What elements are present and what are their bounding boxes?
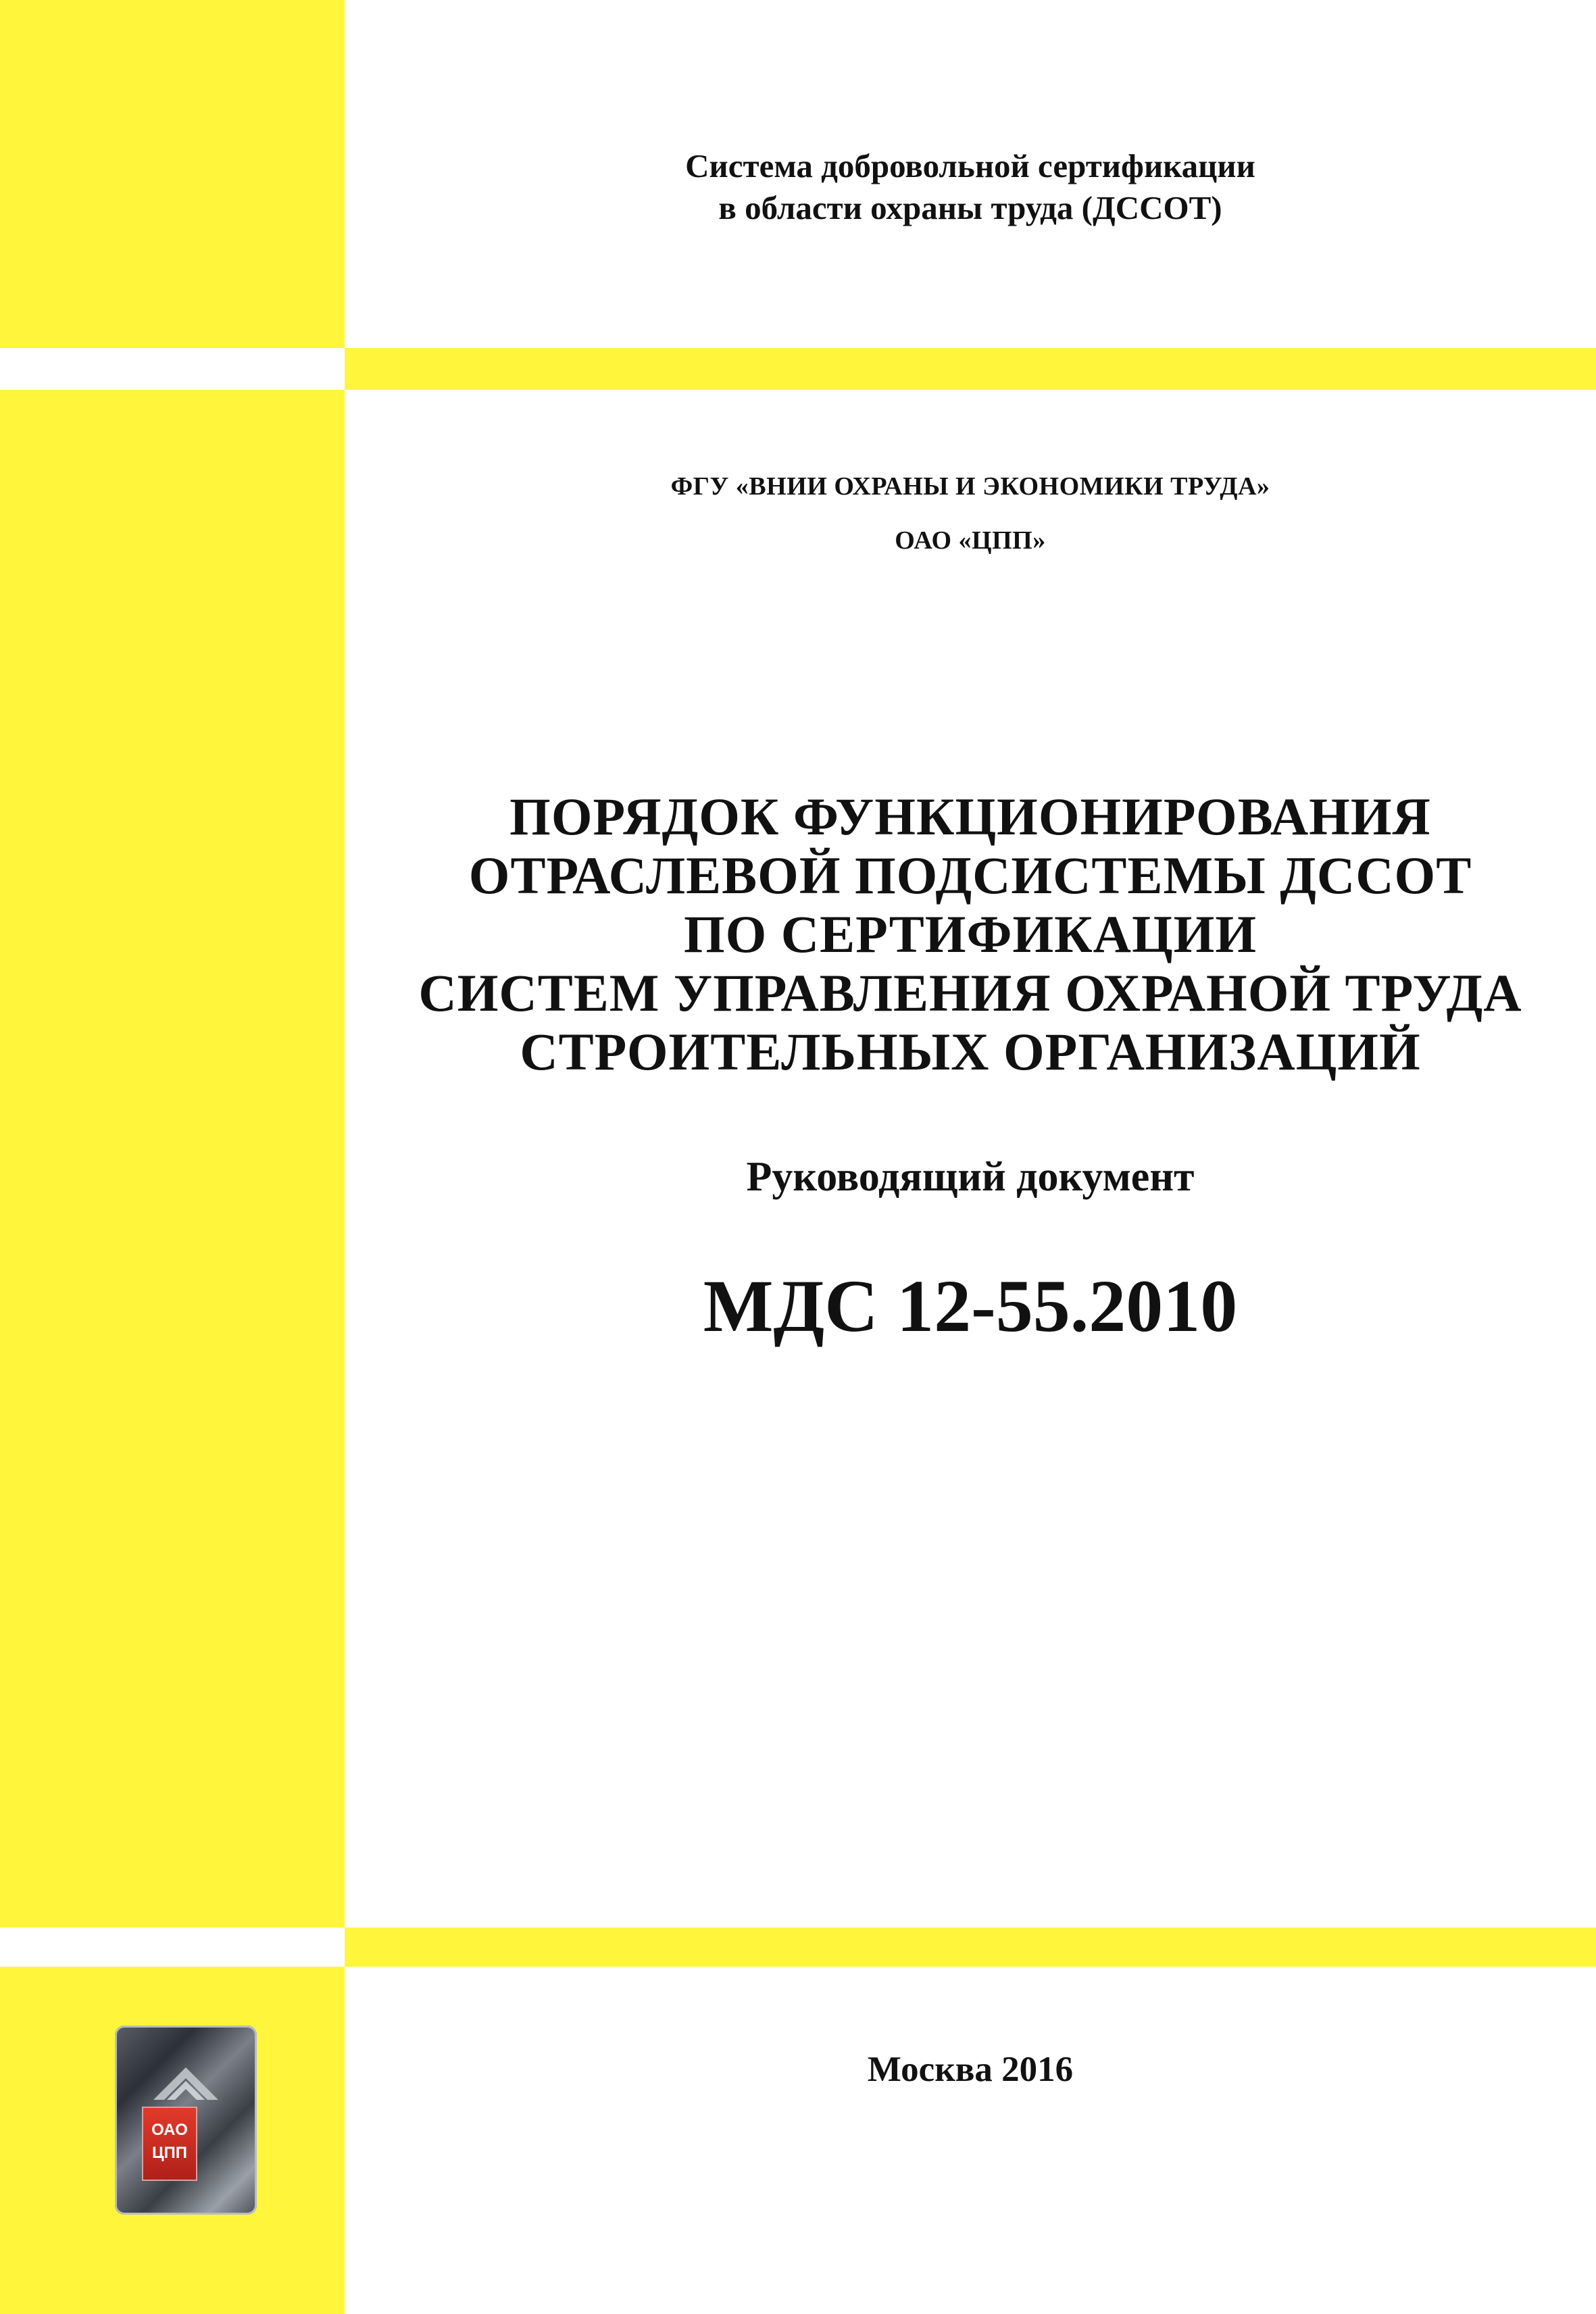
publication-city-year: Москва 2016 xyxy=(867,2050,1074,2089)
hologram-sticker xyxy=(115,2026,257,2215)
organizations-block xyxy=(345,459,1596,568)
document-title xyxy=(345,787,1596,1081)
title-line-3: ПО СЕРТИФИКАЦИИ xyxy=(683,905,1257,963)
title-line-4: СИСТЕМ УПРАВЛЕНИЯ ОХРАНОЙ ТРУДА xyxy=(418,963,1522,1022)
certification-system-name xyxy=(345,145,1596,229)
system-name-line-2: в области охраны труда (ДССОТ) xyxy=(718,189,1222,226)
bottom-yellow-stripe xyxy=(345,1928,1596,1967)
hologram-text-2: ЦПП xyxy=(151,2144,188,2162)
left-band-gap-bottom xyxy=(0,1928,345,1967)
left-band-gap-top xyxy=(0,348,345,390)
title-line-5: СТРОИТЕЛЬНЫХ ОРГАНИЗАЦИЙ xyxy=(520,1022,1421,1081)
title-line-2: ОТРАСЛЕВОЙ ПОДСИСТЕМЫ ДССОТ xyxy=(468,846,1472,905)
organization-1: ФГУ «ВНИИ ОХРАНЫ И ЭКОНОМИКИ ТРУДА» xyxy=(670,472,1270,501)
top-yellow-stripe xyxy=(345,348,1596,390)
title-line-1: ПОРЯДОК ФУНКЦИОНИРОВАНИЯ xyxy=(509,787,1431,846)
left-yellow-band xyxy=(0,0,345,2314)
system-name-line-1: Система добровольной сертификации xyxy=(685,147,1255,184)
document-code: МДС 12-55.2010 xyxy=(703,1265,1238,1347)
organization-2: ОАО «ЦПП» xyxy=(895,526,1046,555)
document-type: Руководящий документ xyxy=(746,1154,1195,1200)
hologram-badge xyxy=(142,2107,197,2181)
hologram-text-1: ОАО xyxy=(151,2121,188,2139)
chevron-logo-icon xyxy=(152,2066,220,2103)
